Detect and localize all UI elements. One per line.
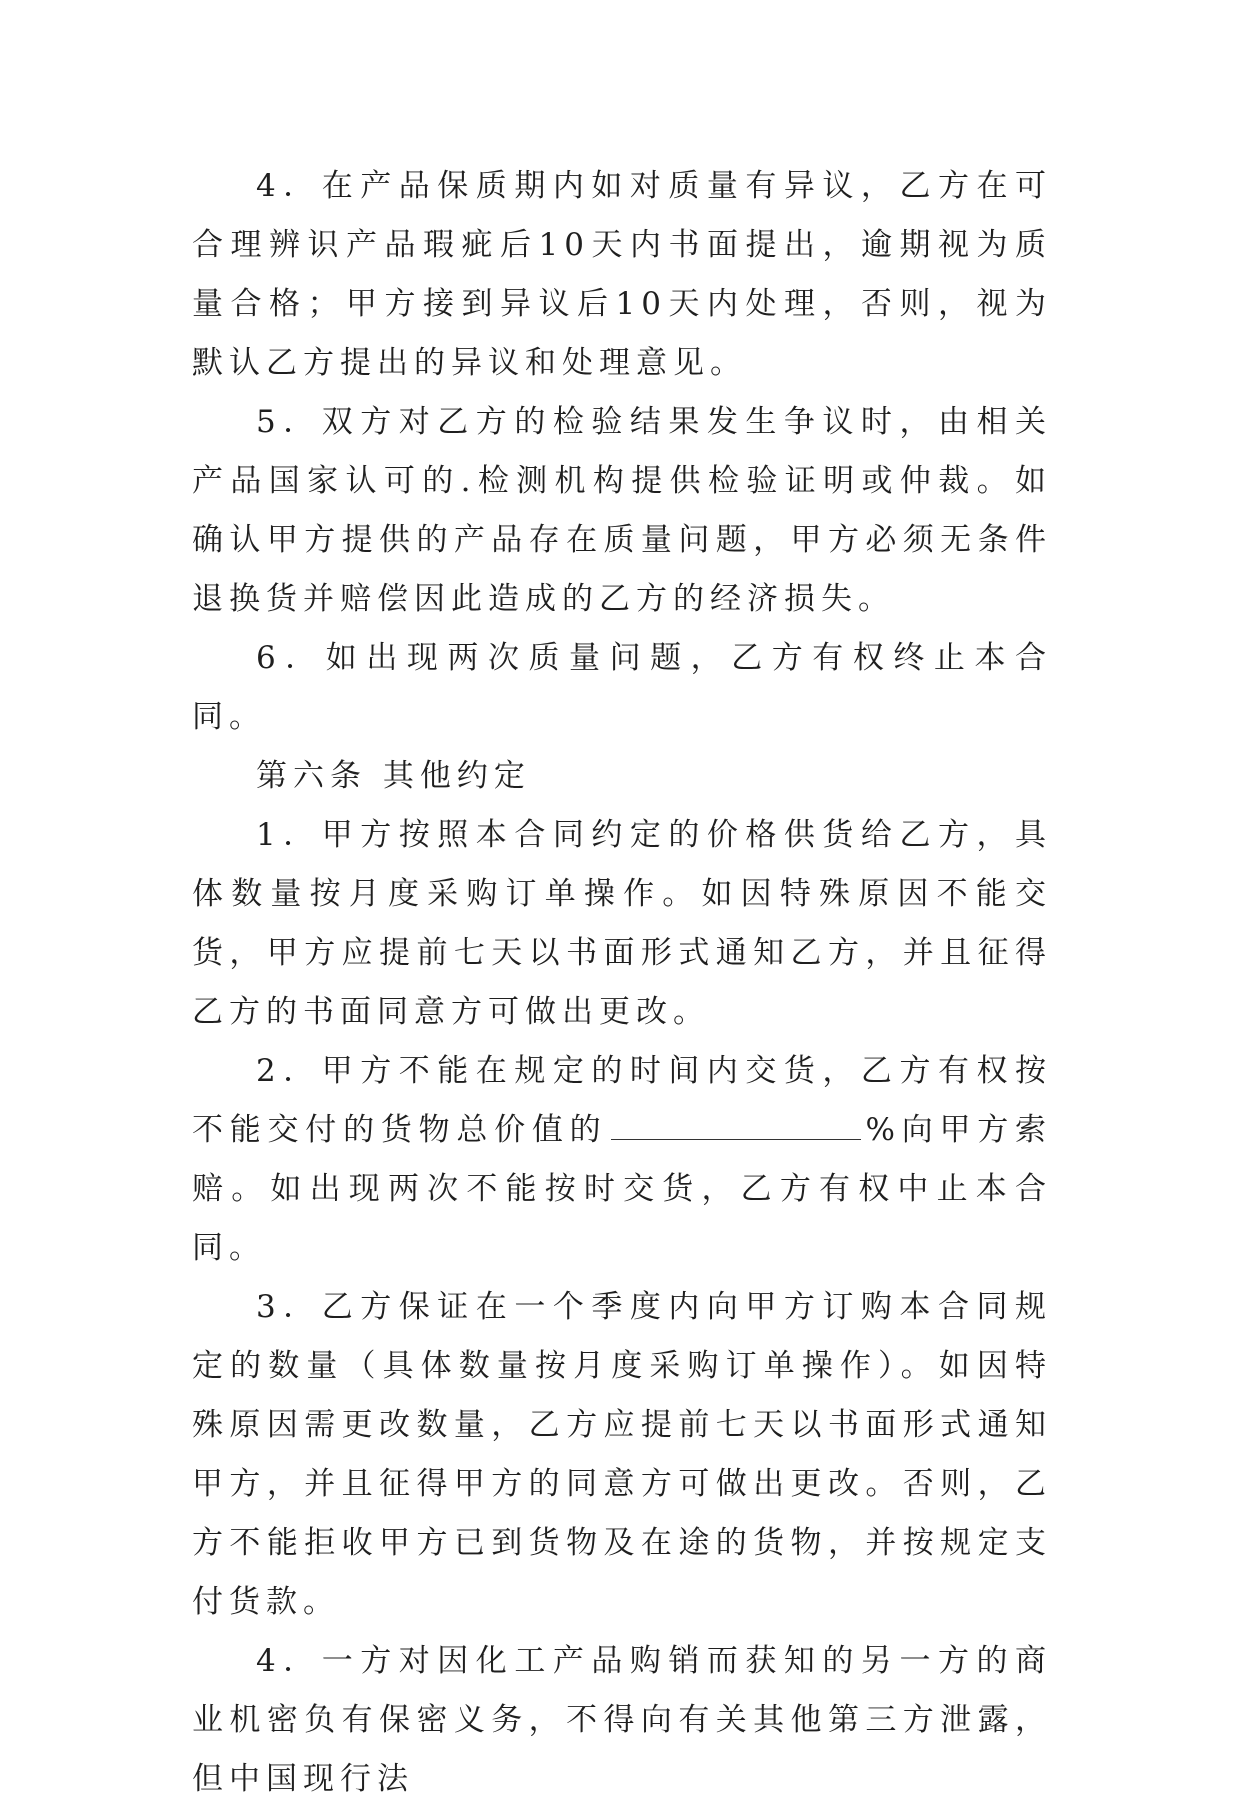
article-6-heading: 第六条 其他约定 (256, 758, 531, 794)
clause-6-1: 1．甲方按照本合同约定的价格供货给乙方，具体数量按月度采购订单操作。如因特殊原因不能交货，甲方应提前七天以书面形式通知乙方，并且征得乙方的书面同意方可做出更改。 (192, 817, 1052, 1030)
clause-6-4: 4．一方对因化工产品购销而获知的另一方的商业机密负有保密义务，不得向有关其他第三方泄露，但中国现行法 (192, 1643, 1052, 1797)
clause-6-2 (192, 1042, 1052, 1278)
clause-6-3: 3．乙方保证在一个季度内向甲方订购本合同规定的数量（具体数量按月度采购订单操作）。如因特殊原因需更改数量，乙方应提前七天以书面形式通知甲方，并且征得甲方的同意方可做出更改。否则，乙方不能拒收甲方已到货物及在途的货物，并按规定支付货款。 (192, 1289, 1052, 1620)
clause-5-4: 4．在产品保质期内如对质量有异议，乙方在可合理辨识产品瑕疵后10天内书面提出，逾期视为质量合格；甲方接到异议后10天内处理，否则，视为默认乙方提出的异议和处理意见。 (192, 168, 1052, 381)
clause-6-2-text-before: 2．甲方不能在规定的时间内交货，乙方有权按不能交付的货物总价值的 (192, 1053, 1052, 1148)
clause-6-2-text-after: %向甲方索赔。如出现两次不能按时交货，乙方有权中止本合同。 (192, 1112, 1052, 1266)
document-body (192, 157, 1052, 1809)
clause-5-6: 6．如出现两次质量问题，乙方有权终止本合同。 (192, 640, 1052, 735)
clause-5-5: 5．双方对乙方的检验结果发生争议时，由相关产品国家认可的.检测机构提供检验证明或仲裁。如确认甲方提供的产品存在质量问题，甲方必须无条件退换货并赔偿因此造成的乙方的经济损失。 (192, 404, 1052, 617)
percentage-blank-line (611, 1113, 861, 1140)
